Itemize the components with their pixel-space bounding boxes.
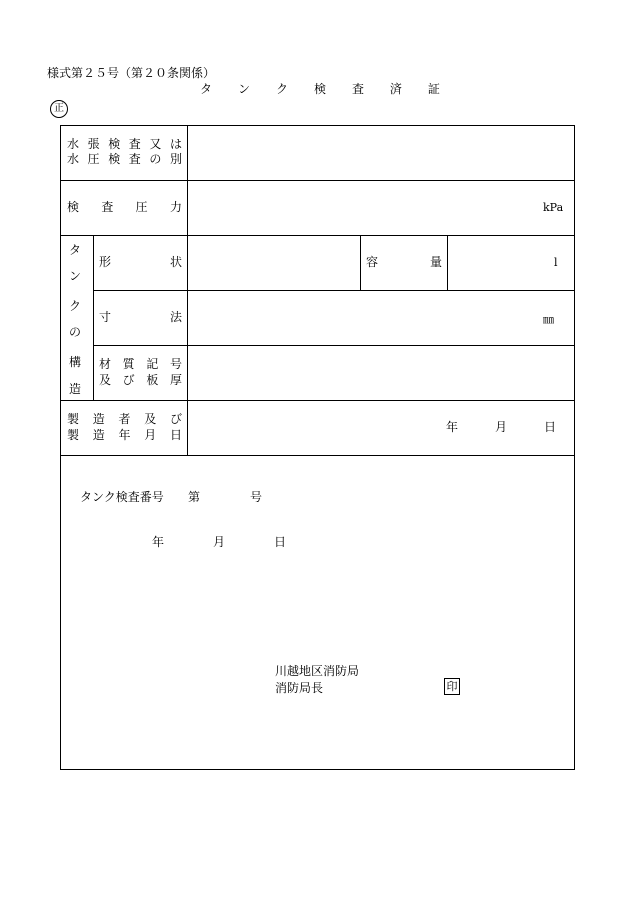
- structure-char: タ: [69, 243, 82, 257]
- material-label-line1: 材 質 記 号: [99, 357, 182, 371]
- title-char: 証: [427, 82, 440, 96]
- capacity-label: 容 量: [366, 255, 442, 269]
- seal-mark: 正: [50, 100, 68, 118]
- shape-label: 形 状: [99, 255, 182, 269]
- inspection-number-dai: 第: [188, 490, 201, 504]
- maker-label-line1: 製 造 者 及 び: [67, 412, 182, 426]
- maker-label-line2: 製 造 年 月 日: [67, 428, 182, 442]
- row-divider: [93, 290, 574, 291]
- document-title: [200, 80, 440, 97]
- title-char: ク: [275, 82, 288, 96]
- title-char: 済: [389, 82, 402, 96]
- column-divider: [447, 235, 448, 290]
- row-divider: [60, 180, 574, 181]
- seal-stamp: 印: [444, 678, 460, 695]
- column-divider: [93, 235, 94, 400]
- inspection-number-label: タンク検査番号: [80, 490, 164, 504]
- issuing-office: 川越地区消防局: [275, 664, 360, 678]
- capacity-unit: l: [554, 256, 558, 269]
- row-divider: [60, 400, 574, 401]
- test-type-label-line2: 水 圧 検 査 の 別: [67, 152, 182, 166]
- maker-date: 年 月 日: [446, 420, 556, 434]
- title-char: 査: [351, 82, 364, 96]
- row-divider: [60, 235, 574, 236]
- structure-char: 構: [69, 355, 82, 369]
- pressure-unit: kPa: [543, 201, 564, 214]
- structure-char: の: [69, 325, 82, 339]
- test-pressure-label: 検 査 圧 力: [67, 200, 182, 214]
- structure-char: ン: [69, 269, 82, 283]
- title-char: ン: [237, 82, 250, 96]
- inspection-number-go: 号: [250, 490, 263, 504]
- title-char: 検: [313, 82, 326, 96]
- structure-char: ク: [69, 299, 82, 313]
- title-char: タ: [200, 82, 213, 96]
- material-label-line2: 及 び 板 厚: [99, 373, 182, 387]
- dimension-label: 寸 法: [99, 310, 182, 324]
- dimension-unit: ㎜: [543, 313, 554, 326]
- column-divider: [187, 125, 188, 455]
- structure-char: 造: [69, 382, 82, 396]
- issuer-title: 消防局長: [275, 681, 324, 695]
- row-divider: [60, 455, 574, 456]
- test-type-label-line1: 水 張 検 査 又 は: [67, 137, 182, 151]
- form-number: 様式第２５号（第２０条関係）: [47, 66, 216, 80]
- row-divider: [93, 345, 574, 346]
- issue-date: 年 月 日: [152, 535, 286, 549]
- column-divider: [360, 235, 361, 290]
